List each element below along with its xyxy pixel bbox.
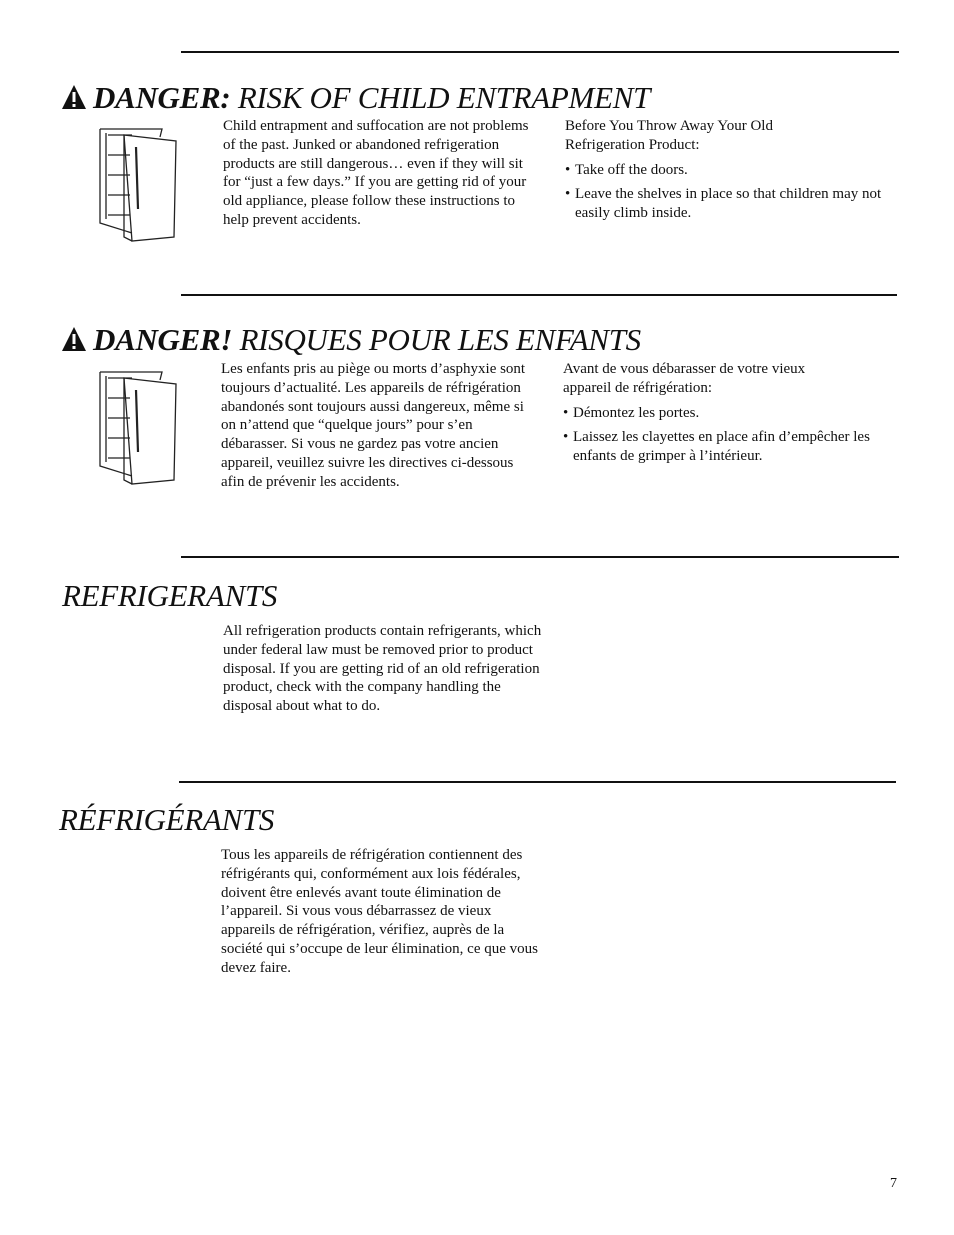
- section-divider: [181, 294, 897, 296]
- warning-icon: [61, 84, 87, 110]
- refrigerator-illustration: [94, 125, 178, 245]
- section-body: Les enfants pris au piège ou morts d’asphyxie sont toujours d’actualité. Les appareils de réfrigération abandonés sont toujours aussi dangereux, même si on n’attend que “quelque jours” pour s’en débarasser. Si vous ne gardez pas votre ancien appareil, veuillez suivre les directives ci-dessous afin de prévenir les accidents.: [221, 361, 526, 490]
- warning-icon: [61, 326, 87, 352]
- section-divider: [179, 781, 896, 783]
- page-number: 7: [890, 1176, 897, 1191]
- section-body: All refrigeration products contain refrigerants, which under federal law must be removed prior to product disposal. If you are getting rid of an old refrigeration product, check with the company handling the disposal about what to do.: [223, 623, 542, 715]
- section-heading: [61, 80, 650, 116]
- list-item: • Take off the doors.: [565, 161, 885, 180]
- section-heading: RÉFRIGÉRANTS: [59, 802, 275, 837]
- heading-text: RISQUES POUR LES ENFANTS: [232, 322, 641, 357]
- instructions-list: [565, 161, 885, 223]
- instructions-intro: Before You Throw Away Your Old Refrigeration Product:: [565, 118, 773, 153]
- disposal-instructions: [563, 360, 888, 466]
- list-item: • Leave the shelves in place so that children may not easily climb inside.: [565, 185, 885, 223]
- section-body: Child entrapment and suffocation are not problems of the past. Junked or abandoned refrigeration products are still dangerous… even if they will sit for “just a few days.” If you are getting rid of your old appliance, please follow these instructions to help prevent accidents.: [223, 118, 529, 228]
- section-heading: [61, 322, 641, 358]
- list-item: • Démontez les portes.: [563, 404, 888, 423]
- disposal-instructions: [565, 117, 885, 223]
- section-heading: REFRIGERANTS: [62, 578, 278, 613]
- instructions-list: [563, 404, 888, 466]
- heading-text: RISK OF CHILD ENTRAPMENT: [230, 80, 651, 115]
- section-body: Tous les appareils de réfrigération contiennent des réfrigérants qui, conformément aux lois fédérales, doivent être enlevés avant toute élimination de l’appareil. Si vous vous débarrassez de vieux appareils de réfrigération, vérifiez, auprès de la société qui s’occupe de leur élimination, ce que vous devez faire.: [221, 847, 538, 976]
- heading-lead: DANGER!: [93, 322, 233, 357]
- heading-lead: DANGER:: [93, 80, 231, 115]
- section-divider: [181, 556, 899, 558]
- refrigerator-illustration: [94, 368, 178, 488]
- instructions-intro: Avant de vous débarasser de votre vieux appareil de réfrigération:: [563, 361, 806, 396]
- section-divider: [181, 51, 899, 53]
- list-item: • Laissez les clayettes en place afin d’empêcher les enfants de grimper à l’intérieur.: [563, 428, 888, 466]
